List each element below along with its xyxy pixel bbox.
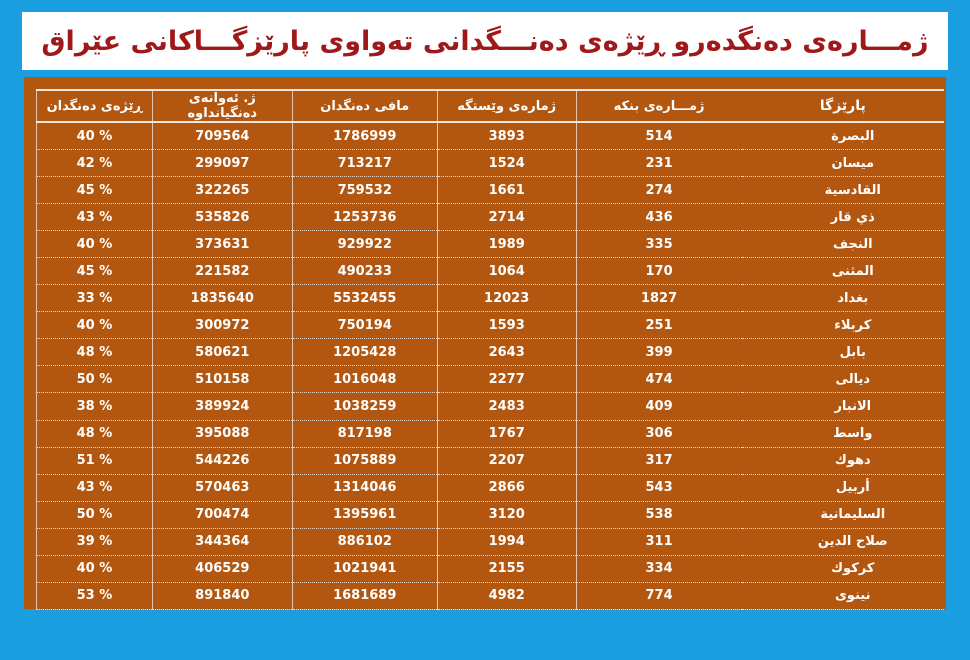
province-cell: صلاح الدين: [742, 528, 944, 555]
voted-cell: 395088: [152, 420, 292, 447]
table-row: [37, 366, 945, 393]
turnout-value: 53 %: [76, 588, 113, 604]
page-title: ژمـــارەی دەنگدەرو ڕێژەی دەنـــگدانی تەواوی پارێزگـــاکانی عێراق: [41, 25, 929, 57]
turnout-cell: [37, 528, 153, 555]
voted-cell: 544226: [152, 447, 292, 474]
turnout-cell: [37, 177, 153, 204]
province-cell: كركوك: [742, 555, 944, 582]
turnout-value: 43 %: [76, 480, 113, 496]
stations-cell: 1994: [437, 528, 576, 555]
province-cell: الانبار: [742, 393, 944, 420]
table-header: [37, 90, 945, 122]
eligible-cell: 817198: [292, 420, 437, 447]
stations-cell: 1064: [437, 258, 576, 285]
eligible-cell: 1395961: [292, 501, 437, 528]
turnout-cell: [37, 474, 153, 501]
table-row: [37, 474, 945, 501]
stations-cell: 1989: [437, 231, 576, 258]
results-panel: [24, 77, 946, 609]
stations-cell: 1593: [437, 312, 576, 339]
turnout-value: 40 %: [76, 561, 113, 577]
table-row: [37, 501, 945, 528]
province-cell: نينوى: [742, 582, 944, 609]
turnout-cell: [37, 285, 153, 312]
table-row: [37, 150, 945, 177]
turnout-cell: [37, 231, 153, 258]
voted-cell: 580621: [152, 339, 292, 366]
table-row: [37, 258, 945, 285]
province-cell: ميسان: [742, 150, 944, 177]
stations-cell: 3120: [437, 501, 576, 528]
voted-cell: 300972: [152, 312, 292, 339]
centers-cell: 311: [576, 528, 742, 555]
table-body: [37, 122, 945, 609]
centers-cell: 409: [576, 393, 742, 420]
eligible-cell: 1016048: [292, 366, 437, 393]
eligible-cell: 886102: [292, 528, 437, 555]
turnout-value: 39 %: [76, 534, 113, 550]
column-header-stations: ژمارەی وێستگە: [437, 90, 576, 122]
eligible-cell: 1038259: [292, 393, 437, 420]
centers-cell: 335: [576, 231, 742, 258]
table-row: [37, 528, 945, 555]
province-cell: دهوك: [742, 447, 944, 474]
turnout-cell: [37, 204, 153, 231]
turnout-cell: [37, 393, 153, 420]
eligible-cell: 1681689: [292, 582, 437, 609]
table-row: [37, 339, 945, 366]
eligible-cell: 1314046: [292, 474, 437, 501]
turnout-value: 42 %: [76, 155, 113, 171]
column-header-eligible: مافی دەنگدان: [292, 90, 437, 122]
eligible-cell: 1075889: [292, 447, 437, 474]
turnout-cell: [37, 366, 153, 393]
stations-cell: 1524: [437, 150, 576, 177]
table-row: [37, 420, 945, 447]
voted-cell: 1835640: [152, 285, 292, 312]
centers-cell: 474: [576, 366, 742, 393]
voted-cell: 709564: [152, 122, 292, 150]
eligible-cell: 713217: [292, 150, 437, 177]
centers-cell: 306: [576, 420, 742, 447]
turnout-cell: [37, 420, 153, 447]
turnout-value: 45 %: [76, 263, 113, 279]
voted-cell: 406529: [152, 555, 292, 582]
eligible-cell: 5532455: [292, 285, 437, 312]
province-cell: المثنى: [742, 258, 944, 285]
turnout-value: 51 %: [76, 453, 113, 469]
turnout-cell: [37, 312, 153, 339]
centers-cell: 334: [576, 555, 742, 582]
table-row: [37, 285, 945, 312]
centers-cell: 538: [576, 501, 742, 528]
column-header-province: پارێزگا: [742, 90, 944, 122]
turnout-value: 40 %: [76, 236, 113, 252]
centers-cell: 514: [576, 122, 742, 150]
turnout-cell: [37, 501, 153, 528]
table-row: [37, 122, 945, 150]
centers-cell: 1827: [576, 285, 742, 312]
turnout-cell: [37, 258, 153, 285]
province-cell: أربيل: [742, 474, 944, 501]
turnout-value: 33 %: [76, 290, 113, 306]
stations-cell: 2277: [437, 366, 576, 393]
stations-cell: 2866: [437, 474, 576, 501]
province-cell: بغداد: [742, 285, 944, 312]
voted-cell: 344364: [152, 528, 292, 555]
centers-cell: 317: [576, 447, 742, 474]
results-table: [36, 89, 944, 610]
turnout-value: 48 %: [76, 344, 113, 360]
eligible-cell: 929922: [292, 231, 437, 258]
table-row: [37, 312, 945, 339]
eligible-cell: 759532: [292, 177, 437, 204]
centers-cell: 251: [576, 312, 742, 339]
turnout-value: 45 %: [76, 182, 113, 198]
turnout-value: 38 %: [76, 398, 113, 414]
eligible-cell: 490233: [292, 258, 437, 285]
eligible-cell: 1205428: [292, 339, 437, 366]
table-row: [37, 393, 945, 420]
province-cell: النجف: [742, 231, 944, 258]
turnout-cell: [37, 582, 153, 609]
eligible-cell: 1253736: [292, 204, 437, 231]
stations-cell: 1661: [437, 177, 576, 204]
turnout-value: 48 %: [76, 426, 113, 442]
turnout-cell: [37, 122, 153, 150]
centers-cell: 436: [576, 204, 742, 231]
table-row: [37, 231, 945, 258]
turnout-value: 50 %: [76, 507, 113, 523]
province-cell: ديالى: [742, 366, 944, 393]
stations-cell: 2155: [437, 555, 576, 582]
province-cell: ذي قار: [742, 204, 944, 231]
voted-cell: 299097: [152, 150, 292, 177]
province-cell: كربلاء: [742, 312, 944, 339]
eligible-cell: 1786999: [292, 122, 437, 150]
voted-cell: 373631: [152, 231, 292, 258]
stations-cell: 3893: [437, 122, 576, 150]
turnout-value: 43 %: [76, 209, 113, 225]
table-row: [37, 555, 945, 582]
stations-cell: 2207: [437, 447, 576, 474]
column-header-voted: ژ. ئەوانەی دەنگیانداوە: [152, 90, 292, 122]
voted-cell: 891840: [152, 582, 292, 609]
centers-cell: 170: [576, 258, 742, 285]
province-cell: بابل: [742, 339, 944, 366]
stations-cell: 1767: [437, 420, 576, 447]
turnout-cell: [37, 150, 153, 177]
stations-cell: 12023: [437, 285, 576, 312]
header-row: [37, 90, 945, 122]
voted-cell: 322265: [152, 177, 292, 204]
centers-cell: 274: [576, 177, 742, 204]
voted-cell: 570463: [152, 474, 292, 501]
title-banner: [22, 12, 948, 70]
table-row: [37, 204, 945, 231]
province-cell: القادسية: [742, 177, 944, 204]
centers-cell: 399: [576, 339, 742, 366]
turnout-value: 40 %: [76, 128, 113, 144]
province-cell: السليمانية: [742, 501, 944, 528]
centers-cell: 543: [576, 474, 742, 501]
province-cell: البصرة: [742, 122, 944, 150]
turnout-value: 50 %: [76, 371, 113, 387]
voted-cell: 700474: [152, 501, 292, 528]
voted-cell: 535826: [152, 204, 292, 231]
voted-cell: 221582: [152, 258, 292, 285]
eligible-cell: 1021941: [292, 555, 437, 582]
turnout-cell: [37, 339, 153, 366]
table-row: [37, 582, 945, 609]
centers-cell: 774: [576, 582, 742, 609]
turnout-value: 40 %: [76, 317, 113, 333]
turnout-cell: [37, 555, 153, 582]
voted-cell: 510158: [152, 366, 292, 393]
stations-cell: 2643: [437, 339, 576, 366]
table-row: [37, 447, 945, 474]
table-row: [37, 177, 945, 204]
stations-cell: 4982: [437, 582, 576, 609]
centers-cell: 231: [576, 150, 742, 177]
column-header-centers: ژمـــارەی بنکە: [576, 90, 742, 122]
stations-cell: 2483: [437, 393, 576, 420]
turnout-cell: [37, 447, 153, 474]
eligible-cell: 750194: [292, 312, 437, 339]
province-cell: واسط: [742, 420, 944, 447]
stations-cell: 2714: [437, 204, 576, 231]
voted-cell: 389924: [152, 393, 292, 420]
column-header-turnout: ڕێژەی دەنگدان: [37, 90, 153, 122]
